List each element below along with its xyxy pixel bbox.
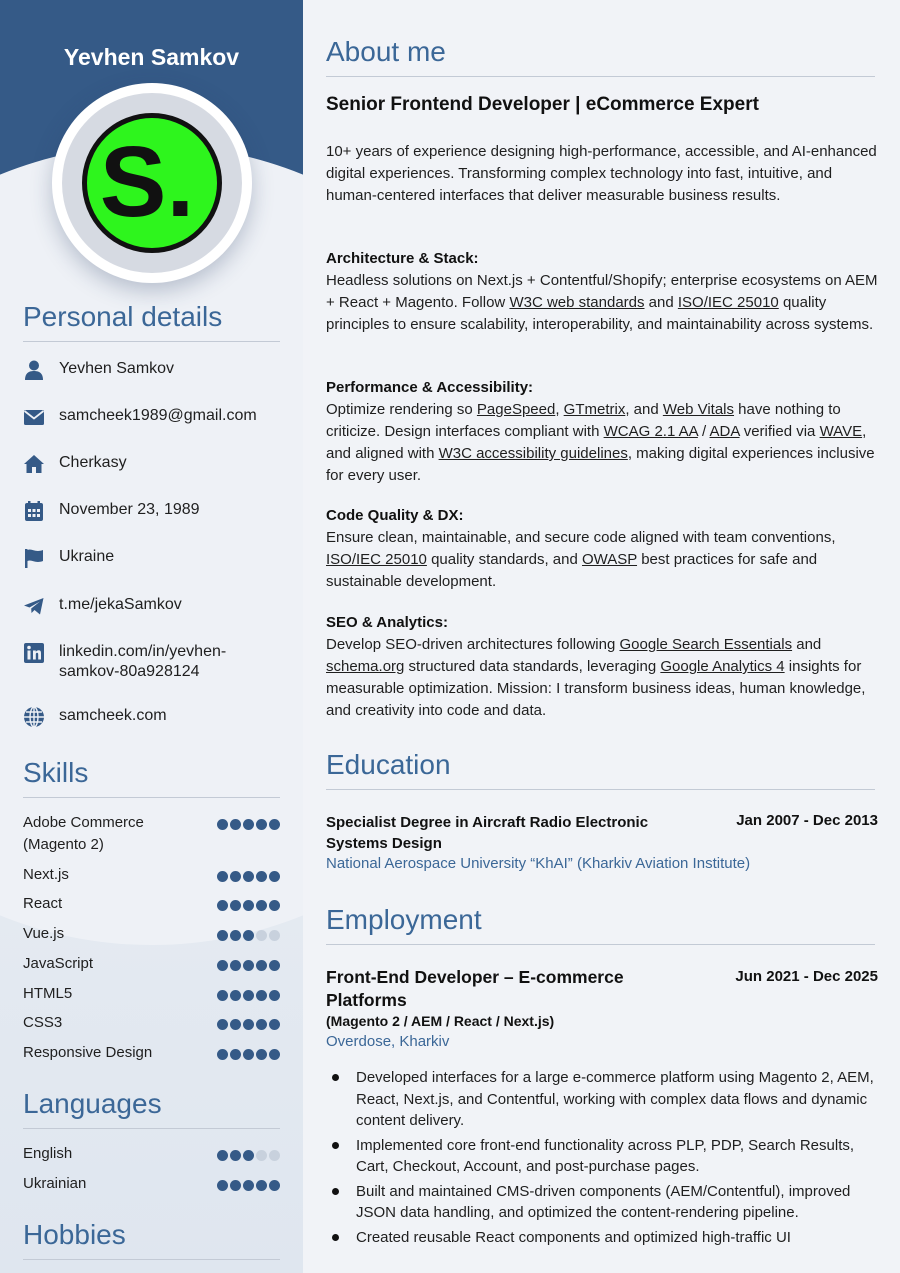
skill-name: Adobe Commerce (Magento 2) xyxy=(23,814,144,853)
languages-title: Languages xyxy=(23,1088,280,1129)
link-iso-25010-2[interactable]: ISO/IEC 25010 xyxy=(326,551,427,568)
skill-name: Responsive Design xyxy=(23,1044,153,1061)
architecture-text: Headless solutions on Next.js + Contentful/Shopify; enterprise ecosystems on AEM + React + Magento. Follow xyxy=(326,272,878,311)
rating-dot xyxy=(217,819,228,830)
rating-dot xyxy=(243,990,254,1001)
rating-dot xyxy=(256,930,267,941)
performance-text: have nothing to criticize. Design interfaces compliant with xyxy=(326,401,841,440)
performance-text: , xyxy=(555,401,564,418)
education-entry xyxy=(326,812,878,872)
avatar-monogram xyxy=(87,118,217,248)
languages-section xyxy=(23,1088,280,1129)
flag-icon xyxy=(23,547,45,569)
rating-dot xyxy=(256,1019,267,1030)
skill-row xyxy=(23,893,280,915)
avatar-inner-ring xyxy=(62,93,242,273)
link-ada[interactable]: ADA xyxy=(709,423,740,440)
skill-name: CSS3 xyxy=(23,1014,63,1031)
rating-dot xyxy=(256,1150,267,1161)
skill-row xyxy=(23,1012,280,1034)
skill-name: React xyxy=(23,895,63,912)
rating-dot xyxy=(230,1049,241,1060)
skill-level-rating xyxy=(217,819,280,856)
rating-dot xyxy=(243,871,254,882)
rating-dot xyxy=(230,1150,241,1161)
avatar xyxy=(52,83,252,283)
rating-dot xyxy=(230,819,241,830)
skill-name: JavaScript xyxy=(23,955,94,972)
rating-dot xyxy=(243,1180,254,1191)
skill-name: English xyxy=(23,1145,73,1162)
profile-name: Yevhen Samkov xyxy=(63,44,240,70)
architecture-text: quality principles to ensure scalability, interoperability, and maintainability across systems. xyxy=(326,294,874,333)
skill-row xyxy=(23,1042,280,1064)
skill-level-rating xyxy=(217,990,280,1005)
rating-dot xyxy=(269,990,280,1001)
code-quality-text: quality standards, and xyxy=(426,551,583,568)
performance-text: / xyxy=(697,423,710,440)
personal-details-section xyxy=(23,301,280,342)
link-gtmetrix[interactable]: GTmetrix xyxy=(563,401,626,418)
skill-name: Ukrainian xyxy=(23,1175,87,1192)
seo-label: SEO & Analytics: xyxy=(326,614,448,631)
skill-level-rating xyxy=(217,1019,280,1034)
link-pagespeed[interactable]: PageSpeed xyxy=(476,401,556,418)
link-owasp[interactable]: OWASP xyxy=(582,551,638,568)
rating-dot xyxy=(269,900,280,911)
main-content xyxy=(303,0,900,1273)
envelope-icon xyxy=(23,406,45,428)
detail-telegram-text[interactable]: t.me/jekaSamkov xyxy=(59,596,182,613)
link-web-vitals[interactable]: Web Vitals xyxy=(662,401,735,418)
rating-dot xyxy=(256,990,267,1001)
detail-birthdate xyxy=(23,500,283,522)
rating-dot xyxy=(269,1019,280,1030)
detail-name xyxy=(23,359,283,381)
detail-website xyxy=(23,706,283,728)
rating-dot xyxy=(230,960,241,971)
telegram-icon xyxy=(23,595,45,617)
about-title: About me xyxy=(326,36,875,77)
rating-dot xyxy=(217,900,228,911)
skill-level-rating xyxy=(217,1049,280,1064)
code-quality-text: best practices for safe and sustainable development. xyxy=(326,551,818,590)
performance-label: Performance & Accessibility: xyxy=(326,379,534,396)
code-quality-text: Ensure clean, maintainable, and secure code aligned with team conventions, xyxy=(326,529,836,546)
rating-dot xyxy=(217,930,228,941)
user-icon xyxy=(23,359,45,381)
rating-dot xyxy=(217,1049,228,1060)
skill-row xyxy=(23,1143,280,1165)
job-dates: Jun 2021 - Dec 2025 xyxy=(735,968,878,985)
rating-dot xyxy=(217,1180,228,1191)
link-iso-25010[interactable]: ISO/IEC 25010 xyxy=(677,294,779,311)
rating-dot xyxy=(217,990,228,1001)
rating-dot xyxy=(269,930,280,941)
list-item: Created reusable React components and optimized high-traffic UI xyxy=(326,1227,878,1249)
job-bullets xyxy=(326,1067,878,1251)
rating-dot xyxy=(256,960,267,971)
list-item: Implemented core front-end functionality across PLP, PDP, Search Results, Cart, Checkout, Account, and post-purchase pages. xyxy=(326,1135,878,1178)
personal-details-title: Personal details xyxy=(23,301,280,342)
link-w3c-standards[interactable]: W3C web standards xyxy=(509,294,645,311)
seo-text: Develop SEO-driven architectures following xyxy=(326,636,620,653)
about-code-quality xyxy=(326,505,878,593)
link-wcag[interactable]: WCAG 2.1 AA xyxy=(603,423,698,440)
job-entry xyxy=(326,966,878,1050)
skill-level-rating xyxy=(217,1150,280,1165)
headline: Senior Frontend Developer | eCommerce Expert xyxy=(326,94,759,115)
skills-section xyxy=(23,757,280,798)
link-wave[interactable]: WAVE xyxy=(819,423,863,440)
rating-dot xyxy=(217,871,228,882)
skill-name: HTML5 xyxy=(23,985,73,1002)
rating-dot xyxy=(243,819,254,830)
link-google-search-essentials[interactable]: Google Search Essentials xyxy=(619,636,793,653)
rating-dot xyxy=(217,1019,228,1030)
skill-row xyxy=(23,983,280,1005)
list-item: Developed interfaces for a large e-commerce platform using Magento 2, AEM, React, Next.js, and Contentful, working with complex data flows and dynamic content delivery. xyxy=(326,1067,878,1132)
svg-text:S.: S. xyxy=(99,126,195,238)
rating-dot xyxy=(217,960,228,971)
education-institution: National Aerospace University “KhAI” (Kharkiv Aviation Institute) xyxy=(326,855,751,872)
rating-dot xyxy=(230,1180,241,1191)
rating-dot xyxy=(256,819,267,830)
link-w3c-accessibility[interactable]: W3C accessibility guidelines xyxy=(438,445,628,462)
detail-email-text[interactable]: samcheek1989@gmail.com xyxy=(59,407,257,424)
detail-linkedin-text[interactable]: linkedin.com/in/yevhen-samkov-80a928124 xyxy=(59,643,227,680)
education-title: Education xyxy=(326,749,875,790)
skill-name: Vue.js xyxy=(23,925,65,942)
rating-dot xyxy=(230,900,241,911)
detail-city xyxy=(23,453,283,475)
sidebar xyxy=(0,0,303,1273)
detail-birthdate-text: November 23, 1989 xyxy=(59,501,200,518)
detail-email xyxy=(23,406,283,428)
performance-text: , making digital experiences inclusive for every user. xyxy=(326,445,875,484)
hobbies-section xyxy=(23,1219,280,1260)
about-architecture xyxy=(326,248,878,336)
rating-dot xyxy=(243,1019,254,1030)
detail-city-text: Cherkasy xyxy=(59,454,127,471)
link-google-analytics[interactable]: Google Analytics 4 xyxy=(660,658,785,675)
rating-dot xyxy=(243,930,254,941)
education-dates: Jan 2007 - Dec 2013 xyxy=(736,812,878,829)
list-item: Built and maintained CMS-driven components (AEM/Contentful), improved JSON data handling, and optimized the content-rendering pipeline. xyxy=(326,1181,878,1224)
rating-dot xyxy=(269,1049,280,1060)
architecture-label: Architecture & Stack: xyxy=(326,250,479,267)
detail-telegram xyxy=(23,595,283,617)
education-degree: Specialist Degree in Aircraft Radio Electronic Systems Design xyxy=(326,814,649,852)
skill-row xyxy=(23,812,280,856)
rating-dot xyxy=(243,960,254,971)
rating-dot xyxy=(243,900,254,911)
detail-name-text: Yevhen Samkov xyxy=(59,360,175,377)
skill-row xyxy=(23,953,280,975)
about-performance xyxy=(326,377,878,487)
performance-text: verified via xyxy=(739,423,820,440)
rating-dot xyxy=(269,1180,280,1191)
avatar-logo xyxy=(82,113,222,253)
calendar-icon xyxy=(23,500,45,522)
skill-row xyxy=(23,864,280,886)
skill-name: Next.js xyxy=(23,866,69,883)
rating-dot xyxy=(256,900,267,911)
skill-level-rating xyxy=(217,1180,280,1195)
skills-title: Skills xyxy=(23,757,280,798)
detail-website-text[interactable]: samcheek.com xyxy=(59,707,167,724)
skill-level-rating xyxy=(217,871,280,886)
skill-level-rating xyxy=(217,960,280,975)
rating-dot xyxy=(243,1049,254,1060)
rating-dot xyxy=(256,1180,267,1191)
globe-icon xyxy=(23,706,45,728)
seo-text: insights for measurable optimization. Mission: I transform business ideas, human knowledge, and creativity into code and data. xyxy=(326,658,866,719)
seo-text: structured data standards, leveraging xyxy=(404,658,661,675)
rating-dot xyxy=(256,1049,267,1060)
rating-dot xyxy=(269,960,280,971)
job-subtitle: (Magento 2 / AEM / React / Next.js) xyxy=(326,1013,555,1029)
skill-level-rating xyxy=(217,930,280,945)
detail-country-text: Ukraine xyxy=(59,548,115,565)
architecture-text: and xyxy=(644,294,678,311)
rating-dot xyxy=(230,871,241,882)
about-intro: 10+ years of experience designing high-performance, accessible, and AI-enhanced digital experiences. Transforming complex technology into fast, intuitive, and human-centered interfaces that deliver measurable business results. xyxy=(326,143,877,204)
performance-text: Optimize rendering so xyxy=(326,401,477,418)
performance-text: , and xyxy=(625,401,663,418)
rating-dot xyxy=(256,871,267,882)
skill-row xyxy=(23,1173,280,1195)
home-icon xyxy=(23,453,45,475)
code-quality-label: Code Quality & DX: xyxy=(326,507,464,524)
skill-level-rating xyxy=(217,900,280,915)
job-company: Overdose, Kharkiv xyxy=(326,1033,450,1050)
rating-dot xyxy=(269,819,280,830)
rating-dot xyxy=(230,1019,241,1030)
hobbies-title: Hobbies xyxy=(23,1219,280,1260)
rating-dot xyxy=(230,930,241,941)
linkedin-icon xyxy=(23,642,45,664)
employment-title: Employment xyxy=(326,904,875,945)
rating-dot xyxy=(230,990,241,1001)
job-title: Front-End Developer – E-commerce Platforms xyxy=(326,967,624,1010)
rating-dot xyxy=(269,871,280,882)
detail-country xyxy=(23,547,283,569)
link-schema-org[interactable]: schema.org xyxy=(326,658,405,675)
seo-text: and xyxy=(792,636,822,653)
skill-row xyxy=(23,923,280,945)
rating-dot xyxy=(243,1150,254,1161)
rating-dot xyxy=(269,1150,280,1161)
rating-dot xyxy=(217,1150,228,1161)
detail-linkedin xyxy=(23,642,283,682)
about-seo xyxy=(326,612,878,722)
performance-text: , and aligned with xyxy=(326,423,867,462)
